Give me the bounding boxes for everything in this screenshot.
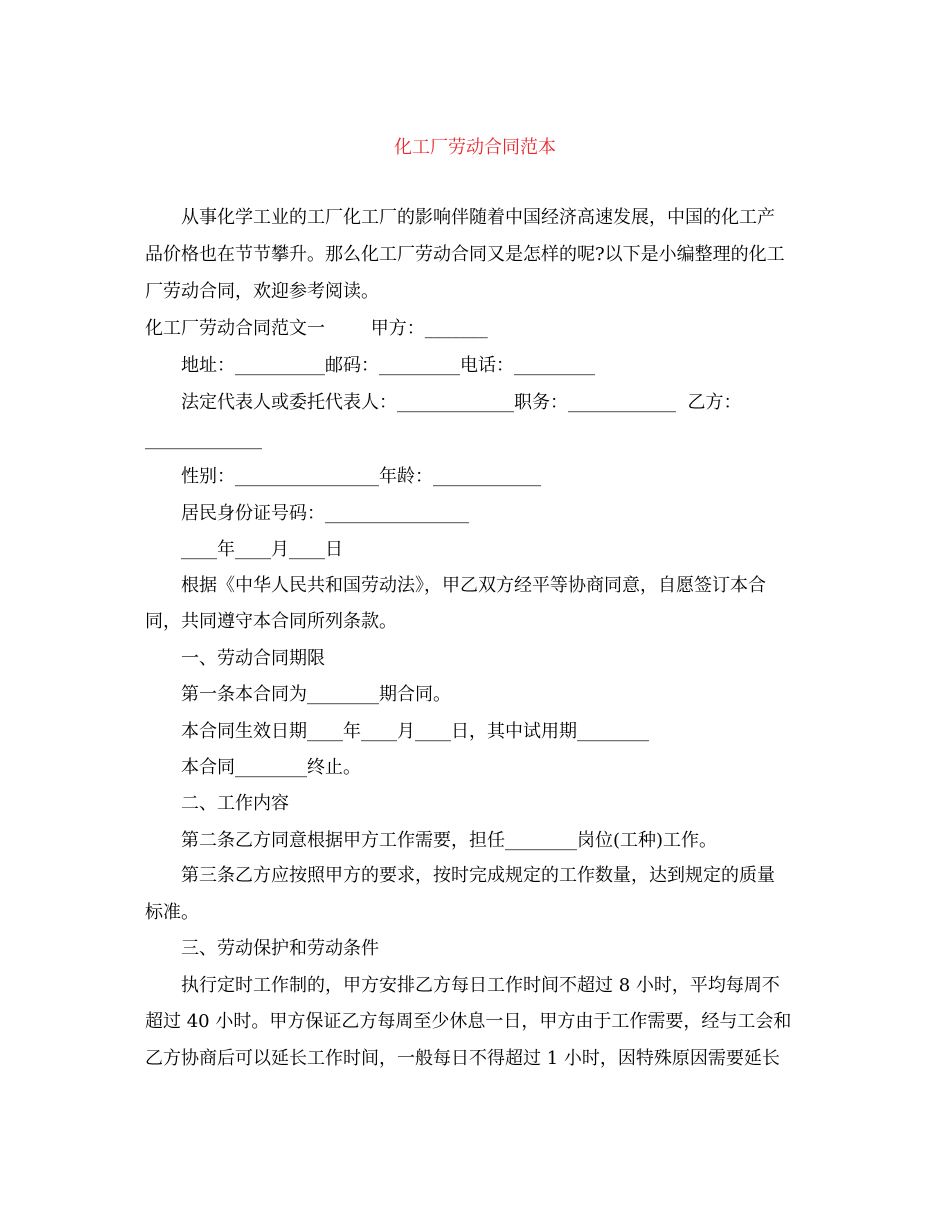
paragraph-line: 标准。 xyxy=(145,902,199,923)
paragraph-line: 第三条乙方应按照甲方的要求，按时完成规定的工作数量，达到规定的质量 xyxy=(181,865,775,886)
paragraph-line: 同，共同遵守本合同所列条款。 xyxy=(145,611,397,632)
paragraph-line: 乙方协商后可以延长工作时间，一般每日不得超过 1 小时，因特殊原因需要延长 xyxy=(145,1048,780,1069)
paragraph-line: ____年____月____日 xyxy=(181,539,343,560)
paragraph-line: 性别：________________年龄：____________ xyxy=(181,466,541,487)
section-heading: 三、劳动保护和劳动条件 xyxy=(181,938,379,959)
document-title: 化工厂劳动合同范本 xyxy=(394,137,556,158)
paragraph-line: 超过 40 小时。甲方保证乙方每周至少休息一日，甲方由于工作需要，经与工会和 xyxy=(145,1011,792,1032)
paragraph-line: 地址：__________邮码：_________电话：_________ xyxy=(181,355,595,376)
paragraph-line: 根据《中华人民共和国劳动法》，甲乙双方经平等协商同意，自愿签订本合 xyxy=(181,575,766,596)
paragraph-line: 居民身份证号码：________________ xyxy=(181,503,469,524)
paragraph-line: 化工厂劳动合同范文一 甲方：_______ xyxy=(145,318,488,339)
paragraph-line: 本合同________终止。 xyxy=(181,757,361,778)
paragraph-line: 品价格也在节节攀升。那么化工厂劳动合同又是怎样的呢?以下是小编整理的化工 xyxy=(145,244,785,265)
section-heading: 一、劳动合同期限 xyxy=(181,648,325,669)
paragraph-line: 本合同生效日期____年____月____日，其中试用期________ xyxy=(181,721,649,742)
paragraph-line: 第一条本合同为________期合同。 xyxy=(181,684,451,705)
paragraph-line: 从事化学工业的工厂化工厂的影响伴随着中国经济高速发展，中国的化工产 xyxy=(181,207,775,228)
paragraph-line: 法定代表人或委托代表人：_____________职务：____________ 乙方： xyxy=(181,392,742,413)
paragraph-line: 执行定时工作制的，甲方安排乙方每日工作时间不超过 8 小时，平均每周不 xyxy=(181,975,780,996)
paragraph-line: _____________ xyxy=(145,429,262,450)
paragraph-line: 第二条乙方同意根据甲方工作需要，担任________岗位(工种)工作。 xyxy=(181,830,718,851)
paragraph-line: 厂劳动合同，欢迎参考阅读。 xyxy=(145,281,379,302)
section-heading: 二、工作内容 xyxy=(181,793,289,814)
